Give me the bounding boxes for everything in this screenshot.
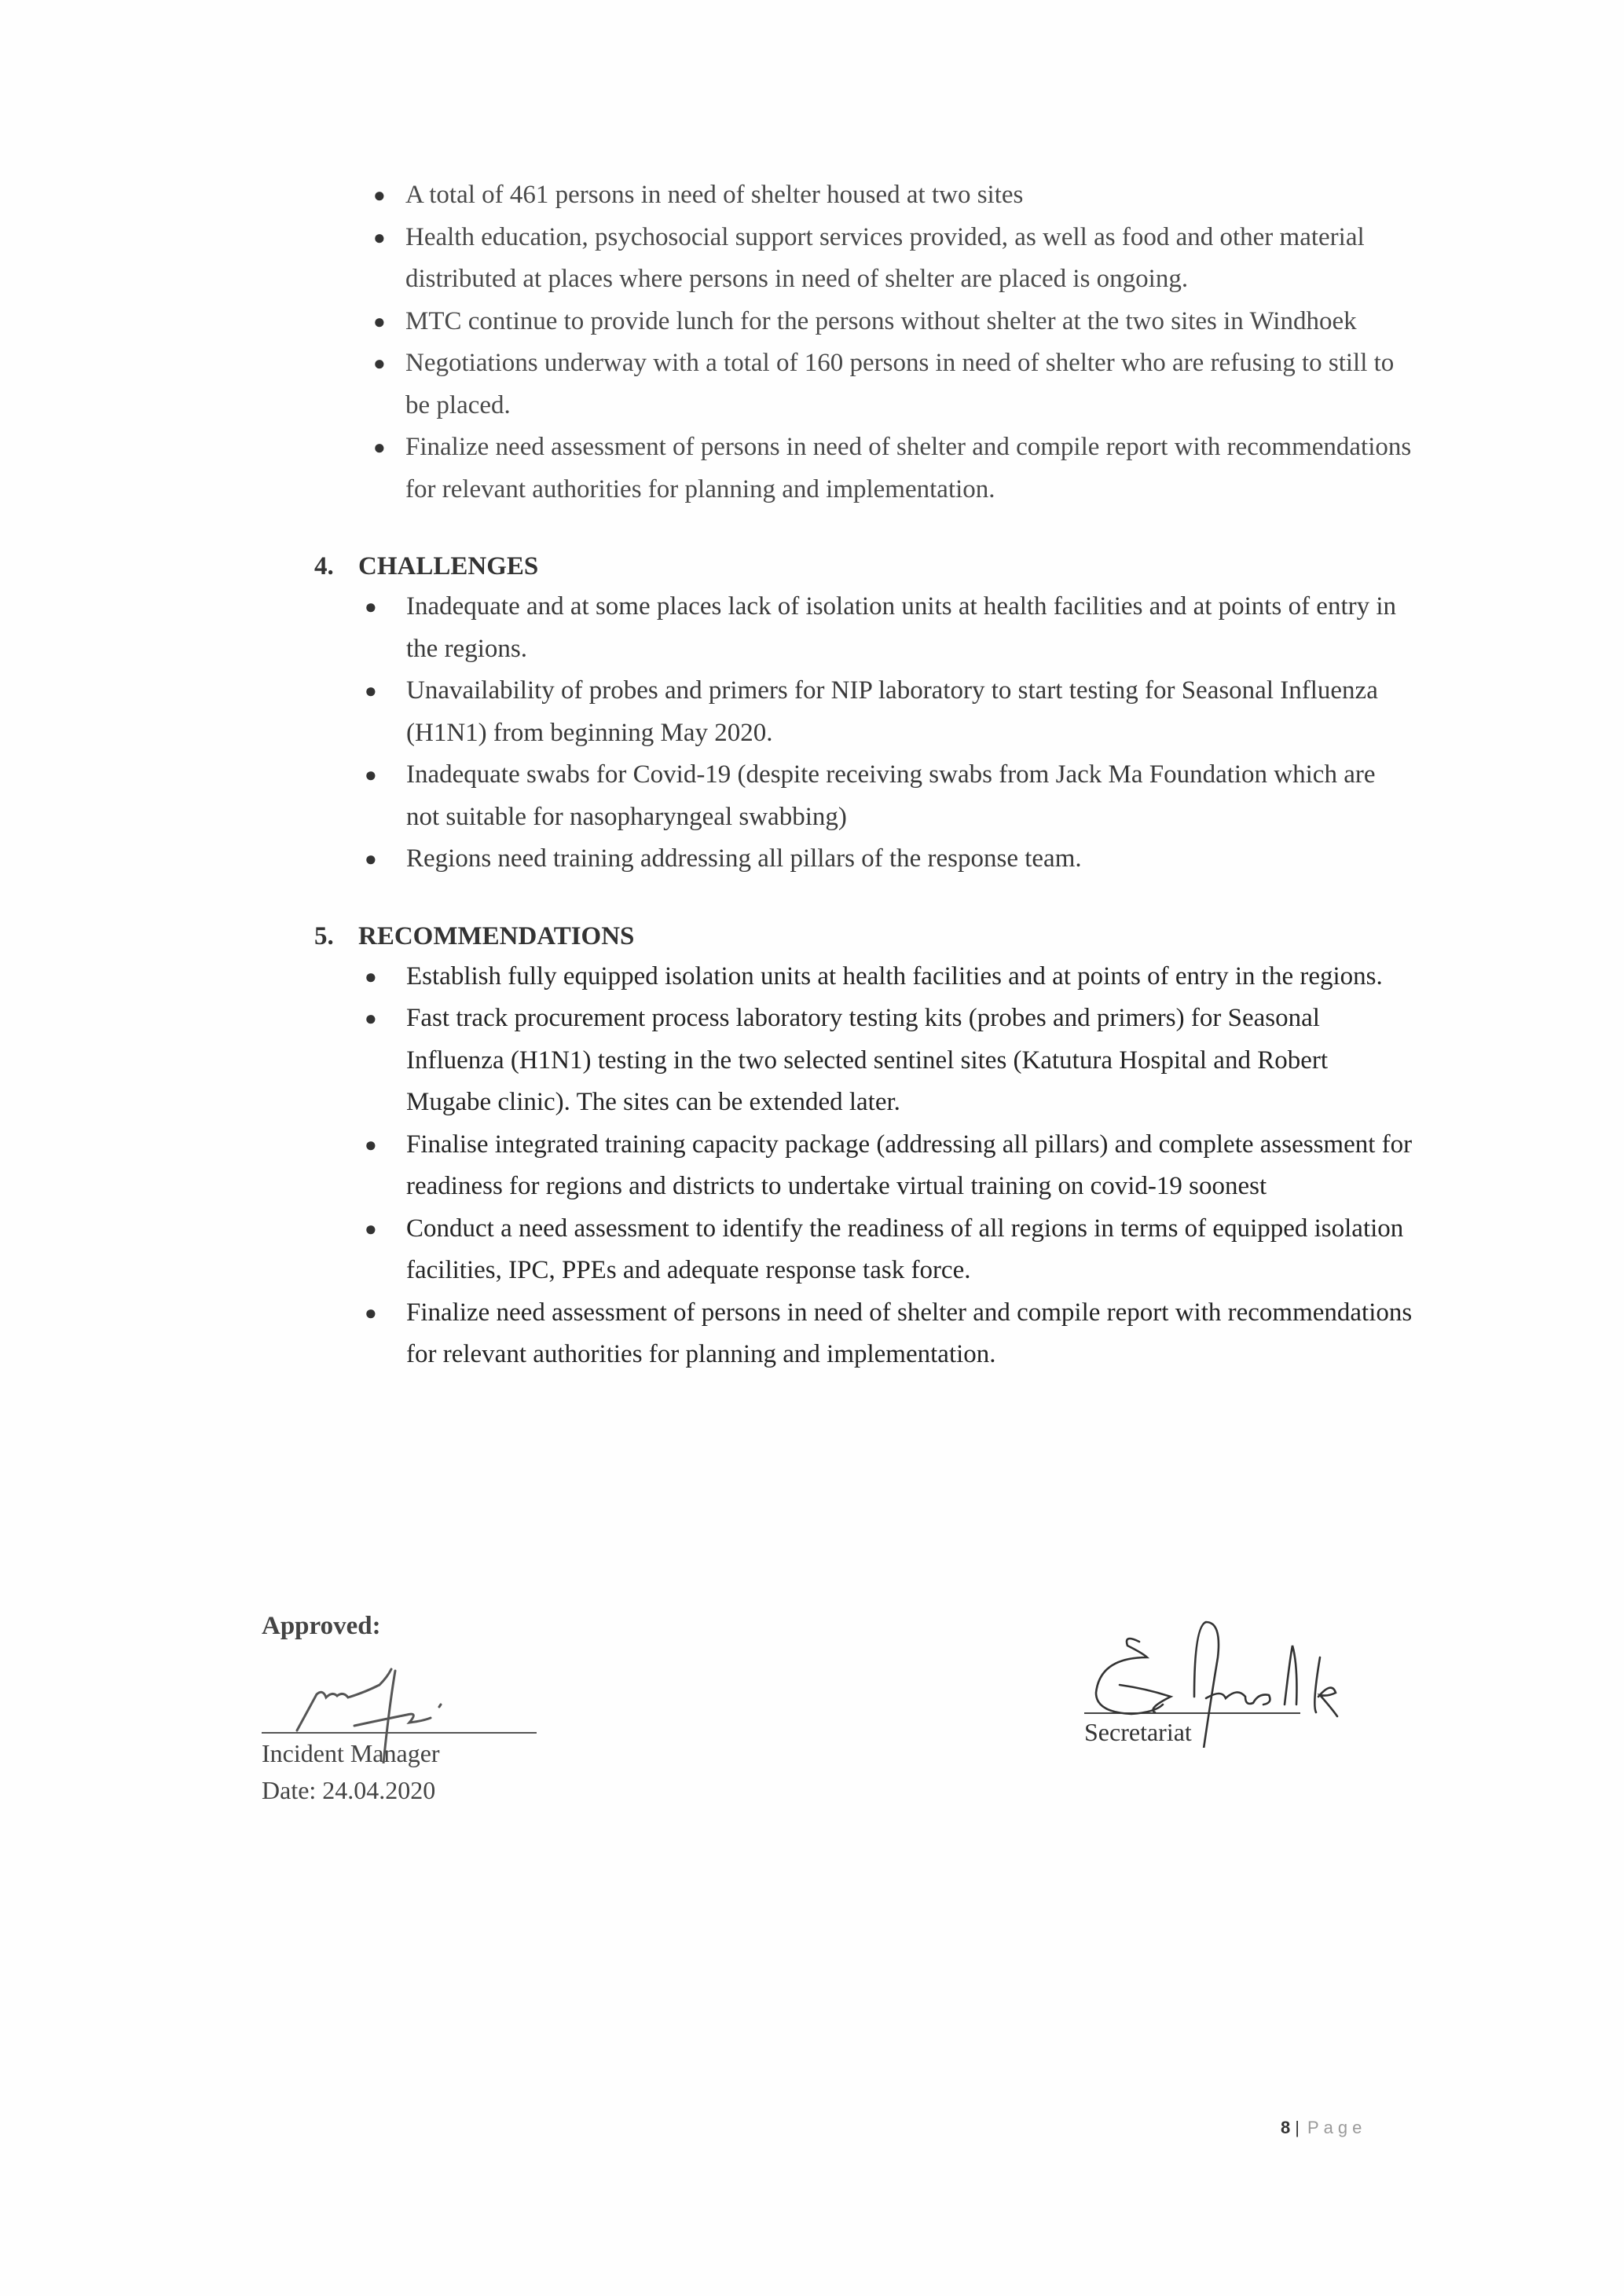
approved-label: Approved: xyxy=(262,1612,381,1640)
section-number: 4. xyxy=(314,552,334,580)
bullet-icon: ● xyxy=(373,225,386,249)
list-item: ● Conduct a need assessment to identify the readiness of all regions in terms of equipped isolation facilities, IPC, PPEs and adequate response task force. xyxy=(314,1208,1414,1292)
section-title: RECOMMENDATIONS xyxy=(358,921,635,950)
bullet-icon: ● xyxy=(365,1007,377,1030)
secretariat-signature-line xyxy=(1084,1610,1300,1714)
section-heading-challenges xyxy=(314,547,1414,586)
bullet-icon: ● xyxy=(365,965,377,988)
list-item: ● Inadequate and at some places lack of isolation units at health facilities and at points of entry in the regions. xyxy=(314,586,1414,670)
section-number: 5. xyxy=(314,921,334,950)
list-item: ● Health education, psychosocial support services provided, as well as food and other material distributed at places where persons in need of shelter are placed is ongoing. xyxy=(314,217,1414,301)
signature-icon xyxy=(1084,1610,1367,1748)
list-item: ● Finalize need assessment of persons in need of shelter and compile report with recommendations for relevant authorities for planning and implementation. xyxy=(314,1292,1414,1376)
intro-bullet-list xyxy=(314,174,1414,511)
section-heading-recommendations xyxy=(314,917,1414,956)
bullet-icon: ● xyxy=(373,436,386,459)
list-item: ● MTC continue to provide lunch for the persons without shelter at the two sites in Windhoek xyxy=(314,301,1414,343)
incident-manager-label: Incident Manager xyxy=(262,1739,440,1767)
secretariat-label: Secretariat xyxy=(1084,1718,1192,1746)
list-item: ● Negotiations underway with a total of 160 persons in need of shelter who are refusing to still to be placed. xyxy=(314,342,1414,427)
list-item: ● A total of 461 persons in need of shelter housed at two sites xyxy=(314,174,1414,217)
approval-block xyxy=(262,1606,576,1809)
bullet-icon: ● xyxy=(373,184,386,207)
recommendations-list xyxy=(314,956,1414,1376)
secretariat-block xyxy=(1084,1610,1414,1750)
signature-icon xyxy=(262,1646,537,1763)
document-body xyxy=(314,174,1414,1376)
list-item: ● Fast track procurement process laboratory testing kits (probes and primers) for Seasonal Influenza (H1N1) testing in the two selected sentinel sites (Katutura Hospital and Robert Mugabe clinic). The sites can be extended later. xyxy=(314,998,1414,1124)
footer-separator: | xyxy=(1295,2118,1304,2137)
bullet-icon: ● xyxy=(373,309,386,333)
list-item: ● Unavailability of probes and primers for NIP laboratory to start testing for Seasonal Influenza (H1N1) from beginning May 2020. xyxy=(314,670,1414,754)
page-label: Page xyxy=(1307,2118,1367,2137)
page-footer xyxy=(1281,2118,1366,2138)
bullet-icon: ● xyxy=(365,764,377,786)
bullet-icon: ● xyxy=(365,848,377,870)
challenges-list xyxy=(314,586,1414,881)
list-item: ● Establish fully equipped isolation units at health facilities and at points of entry in the regions. xyxy=(314,956,1414,998)
bullet-icon: ● xyxy=(365,1217,377,1240)
list-item: ● Finalize need assessment of persons in need of shelter and compile report with recommendations for relevant authorities for planning and implementation. xyxy=(314,427,1414,511)
section-title: CHALLENGES xyxy=(358,552,539,580)
list-item: ● Inadequate swabs for Covid-19 (despite receiving swabs from Jack Ma Foundation which are not suitable for nasopharyngeal swabbing) xyxy=(314,754,1414,838)
approval-date: Date: 24.04.2020 xyxy=(262,1776,436,1804)
bullet-icon: ● xyxy=(373,352,386,375)
page-number: 8 xyxy=(1281,2118,1292,2137)
incident-manager-signature-line xyxy=(262,1646,537,1734)
list-item: ● Finalise integrated training capacity package (addressing all pillars) and complete assessment for readiness for regions and districts to undertake virtual training on covid-19 soonest xyxy=(314,1124,1414,1208)
bullet-icon: ● xyxy=(365,1133,377,1156)
bullet-icon: ● xyxy=(365,679,377,702)
list-item: ● Regions need training addressing all pillars of the response team. xyxy=(314,838,1414,881)
bullet-icon: ● xyxy=(365,1301,377,1324)
bullet-icon: ● xyxy=(365,595,377,618)
